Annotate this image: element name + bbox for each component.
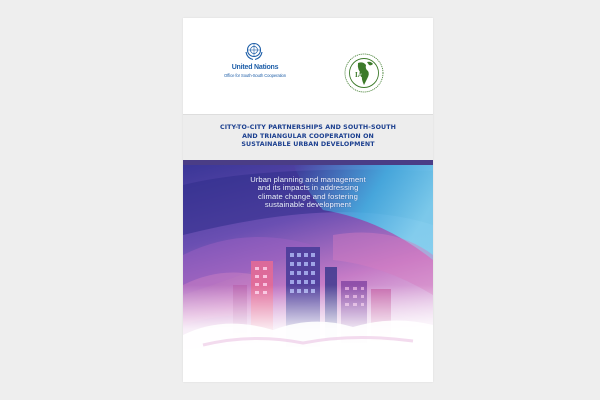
report-cover [183, 18, 433, 382]
title-band [183, 114, 433, 161]
title-line: CITY-TO-CITY PARTNERSHIPS AND SOUTH-SOUTH [219, 124, 397, 131]
title-line: SUSTAINABLE URBAN DEVELOPMENT [241, 141, 375, 149]
un-emblem-icon [243, 40, 265, 62]
report-subtitle [223, 176, 393, 210]
logo-header [183, 18, 433, 114]
subtitle-line: and its impacts in addressing [257, 183, 359, 193]
iat-globe-emblem-icon [343, 52, 385, 94]
report-title [183, 124, 433, 150]
subtitle-line: climate change and fostering [258, 191, 358, 201]
subtitle-line: sustainable development [264, 200, 352, 210]
un-office-name: Office for South-South Cooperation [224, 73, 286, 78]
iat-label: IAT [355, 71, 367, 79]
title-line: AND TRIANGULAR COOPERATION ON [242, 132, 374, 140]
subtitle-line: Urban planning and management [250, 175, 366, 184]
un-name: United Nations [231, 64, 279, 71]
